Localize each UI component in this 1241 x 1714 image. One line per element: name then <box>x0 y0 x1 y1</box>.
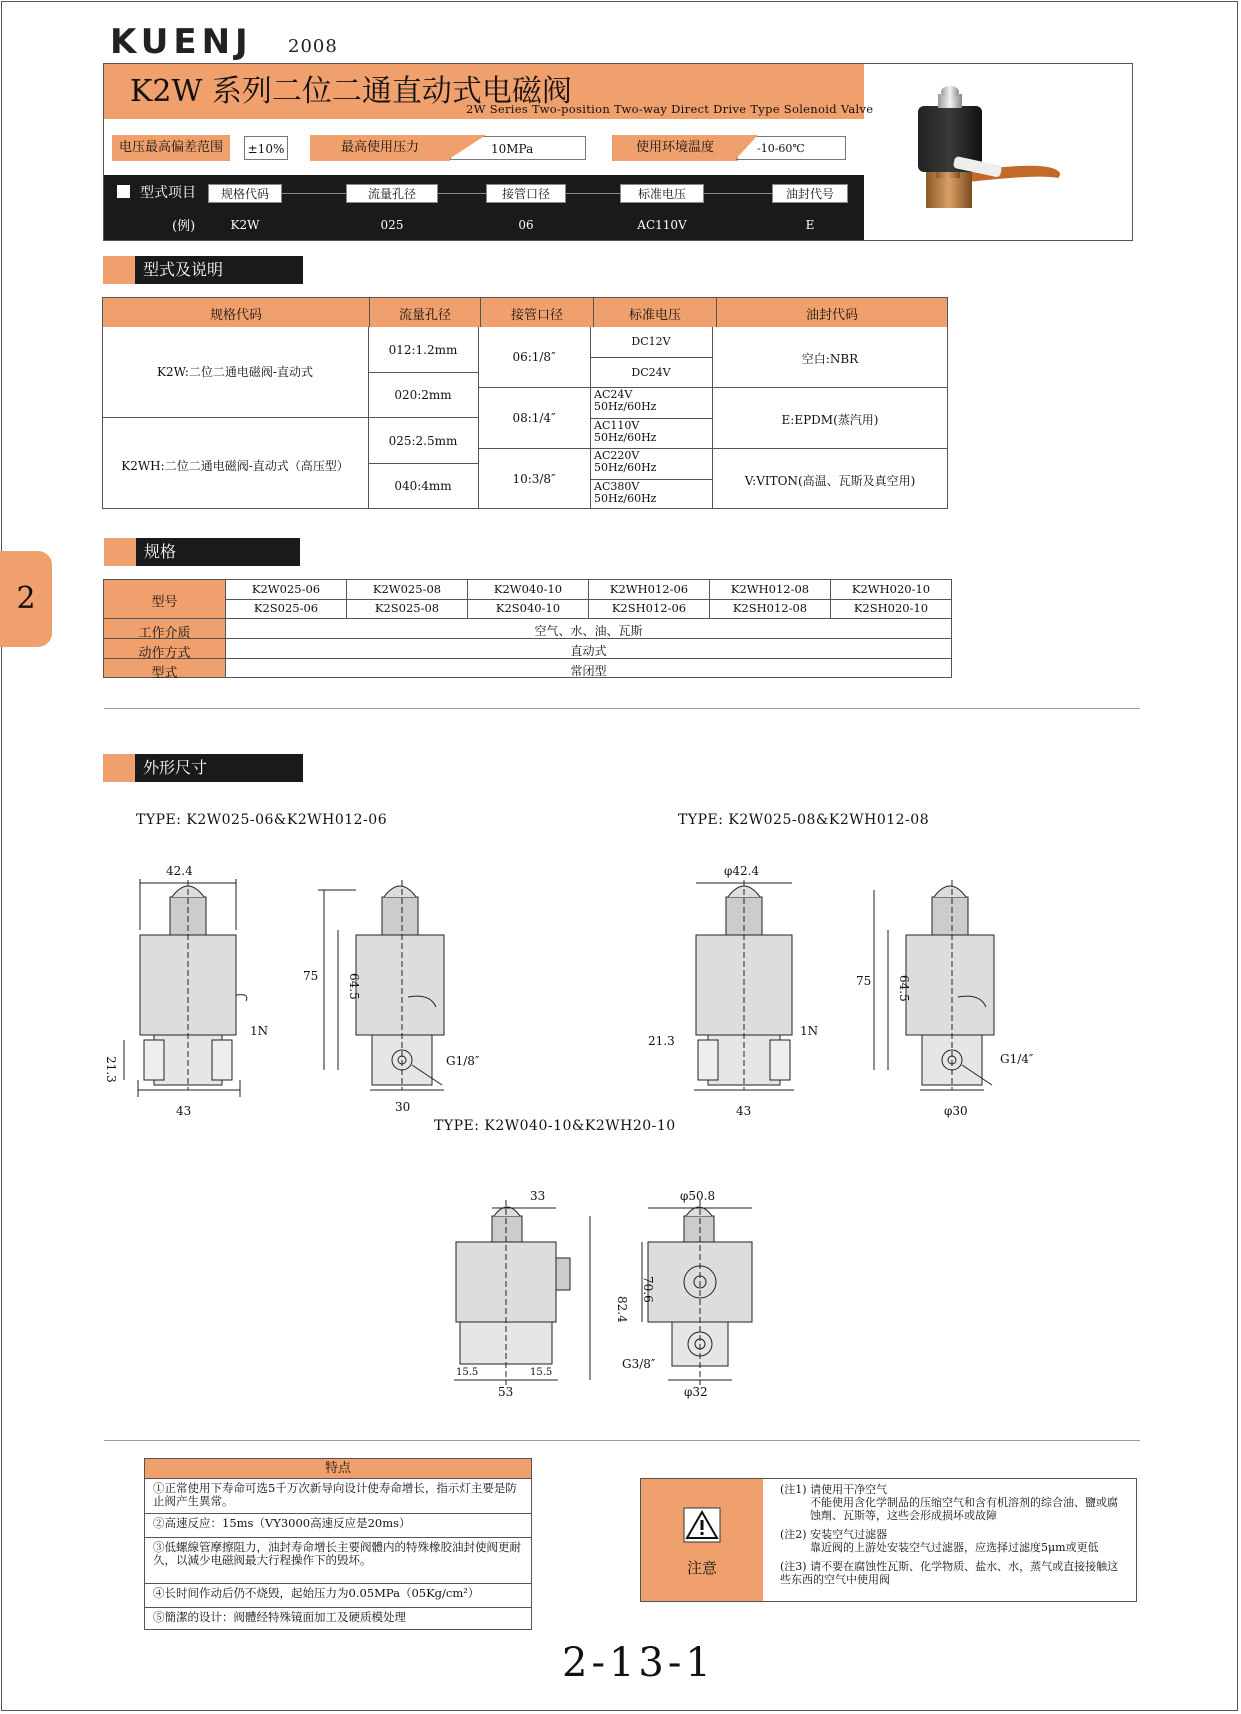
type-seal-epdm: E:EPDM(蒸汽用) <box>781 413 879 427</box>
spec-row-label: 工作介质 <box>138 626 191 641</box>
model-item-voltage: 标准电压 <box>620 184 704 203</box>
spec-voltage-label: 电压最高偏差范围 <box>112 135 230 161</box>
dim-label: 1N <box>800 1024 819 1038</box>
feature-item: ④长时间作动后仍不烧毁，起始压力为0.05MPa（05Kg/cm²） <box>145 1584 531 1608</box>
notice-panel <box>641 1479 763 1601</box>
dim-label: 21.3 <box>648 1034 675 1048</box>
notice-box <box>640 1478 1137 1602</box>
spec-row-label: 动作方式 <box>138 646 191 661</box>
type-orifice-012: 012:1.2mm <box>388 343 458 357</box>
divider <box>104 1440 1140 1441</box>
type-voltage-ac24: AC24V 50Hz/60Hz <box>594 388 657 413</box>
type-port-06: 06:1/8″ <box>512 350 556 364</box>
note-title: 安装空气过滤器 <box>810 1528 888 1541</box>
page-subtitle: 2W Series Two-position Two-way Direct Drive Type Solenoid Valve <box>466 102 874 116</box>
notice-label: 注意 <box>686 1559 717 1577</box>
brand-logo: KUENJ <box>110 22 253 62</box>
example-spec-code: K2W <box>230 218 260 232</box>
example-voltage: AC110V <box>637 218 687 232</box>
page-number: 2-13-1 <box>562 1640 715 1686</box>
spec-model-cell: K2S025-06 <box>253 601 319 615</box>
feature-item: ②高速反应：15ms（VY3000高速反应是20ms） <box>145 1514 531 1538</box>
type-table-body <box>102 327 948 509</box>
type-orifice-020: 020:2mm <box>394 388 452 402</box>
drawing-3 <box>440 1180 780 1402</box>
dim-label: 75 <box>303 969 319 983</box>
note-text: 靠近阀的上游处安装空气过滤器，应选择过滤度5μm或更低 <box>810 1541 1099 1554</box>
model-item-spec-code: 规格代码 <box>208 184 282 203</box>
product-photo <box>864 64 1132 240</box>
dim-label: 42.4 <box>166 864 193 878</box>
spec-model-cell: K2WH012-08 <box>730 582 810 596</box>
spec-pressure-label: 最高使用压力 <box>310 135 450 161</box>
dim-label: 15.5 <box>530 1367 553 1378</box>
notice-notes <box>764 1479 1136 1601</box>
chapter-tab: 2 <box>0 551 52 647</box>
type-voltage-ac380: AC380V 50Hz/60Hz <box>594 480 657 505</box>
type-header-orifice: 流量孔径 <box>370 298 481 329</box>
dim-label: 15.5 <box>456 1367 479 1378</box>
divider <box>104 708 1140 709</box>
spec-model-cell: K2WH012-06 <box>609 582 689 596</box>
spec-row-value: 直动式 <box>570 644 607 658</box>
type-voltage-ac110: AC110V 50Hz/60Hz <box>594 419 657 444</box>
type-table <box>102 297 948 329</box>
dim-label: 53 <box>498 1385 514 1399</box>
dim-label: 30 <box>395 1100 411 1114</box>
example-seal: E <box>805 218 815 232</box>
spec-model-cell: K2S025-08 <box>374 601 440 615</box>
dim-label: 64.5 <box>347 973 361 1000</box>
spec-model-cell: K2SH020-10 <box>853 601 929 615</box>
type-voltage-dc24: DC24V <box>631 366 671 379</box>
spec-table <box>103 579 952 681</box>
note-tag: (注3) <box>780 1560 807 1573</box>
checkbox-square-icon <box>117 185 130 198</box>
dim-label: φ50.8 <box>680 1189 716 1203</box>
model-item-label: 型式项目 <box>140 185 196 201</box>
model-item-seal: 油封代号 <box>772 184 848 203</box>
example-orifice: 025 <box>380 218 404 232</box>
section-spec-title: 规格 <box>136 538 300 566</box>
brand-year: 2008 <box>288 36 338 57</box>
spec-voltage-value: ±10% <box>244 136 288 160</box>
dim-label: 82.4 <box>615 1296 629 1323</box>
spec-model-cell: K2WH020-10 <box>851 582 931 596</box>
type-port-10: 10:3/8″ <box>512 472 556 486</box>
feature-item: ⑤簡潔的设计：阀體经特殊镜面加工及硬质模处理 <box>153 1610 406 1624</box>
type-header-seal: 油封代码 <box>717 298 948 329</box>
section-dims-title: 外形尺寸 <box>135 754 303 782</box>
type-port-08: 08:1/4″ <box>512 411 556 425</box>
warning-icon <box>683 1507 721 1543</box>
note-title: 请不要在腐蚀性瓦斯、化学物质、盐水、水，蒸气或直接接触这些东西的空气中使用阀 <box>780 1560 1119 1586</box>
dim-label: 1N <box>250 1024 269 1038</box>
dim-label: 64.5 <box>897 975 911 1002</box>
spec-row-label: 型式 <box>151 666 178 681</box>
spec-model-cell: K2SH012-08 <box>732 601 808 615</box>
note-title: 请使用干净空气 <box>810 1483 888 1496</box>
spec-model-cell: K2W040-10 <box>493 582 563 596</box>
dim-label: 43 <box>736 1104 752 1118</box>
dim-label: 21.3 <box>104 1056 118 1083</box>
type-model-k2wh: K2WH:二位二通电磁阀-直动式（高压型） <box>121 459 349 473</box>
type-header-voltage: 标准电压 <box>594 298 717 329</box>
section-dims-header <box>103 754 303 782</box>
spec-pressure-value: 10MPa <box>450 136 586 160</box>
drawing-type-2: TYPE: K2W025-08&K2WH012-08 <box>678 812 930 828</box>
section-type-header <box>103 256 303 284</box>
spec-model-cell: K2W025-06 <box>251 582 321 596</box>
spec-temp-label: 使用环境温度 <box>612 135 738 161</box>
spec-row-value: 空气、水、油、瓦斯 <box>534 624 643 638</box>
section-type-title: 型式及说明 <box>135 256 303 284</box>
page-title: K2W 系列二位二通直动式电磁阀 <box>130 74 572 109</box>
model-item-orifice: 流量孔径 <box>346 184 438 203</box>
note-text: 不能使用含化学制品的压缩空气和含有机溶剂的综合油、鹽或腐蚀劑、瓦斯等，这些会形成损坏或故障 <box>810 1496 1118 1522</box>
type-model-k2w: K2W:二位二通电磁阀-直动式 <box>157 365 313 379</box>
dim-label: 75 <box>856 974 872 988</box>
feature-item: ①正常使用下寿命可选5千万次新导向设计使寿命增长，指示灯主要是防止阀产生異常。 <box>145 1479 531 1514</box>
dim-label: G3/8″ <box>622 1357 656 1371</box>
type-orifice-025: 025:2.5mm <box>388 434 458 448</box>
note-tag: (注2) <box>780 1528 807 1541</box>
drawing-1 <box>104 835 488 1118</box>
type-seal-nbr: 空白:NBR <box>801 352 859 366</box>
feature-item: ③低螺線管摩擦阻力，油封寿命增长主要阀體内的特殊橡胶油封使阀更耐久，以減少电磁阀最大行程操作下的毁坏。 <box>145 1538 531 1584</box>
type-header-spec: 规格代码 <box>103 298 370 329</box>
type-header-port: 接管口径 <box>481 298 594 329</box>
dim-label: G1/4″ <box>1000 1052 1034 1066</box>
type-orifice-040: 040:4mm <box>394 479 452 493</box>
dim-label: φ32 <box>684 1385 708 1399</box>
dim-label: 33 <box>530 1189 546 1203</box>
model-item-port: 接管口径 <box>486 184 566 203</box>
dim-label: 70.6 <box>641 1276 655 1303</box>
type-voltage-ac220: AC220V 50Hz/60Hz <box>594 449 657 474</box>
dim-label: 43 <box>176 1104 192 1118</box>
spec-model-cell: K2S040-10 <box>495 601 561 615</box>
dim-label: G1/8″ <box>446 1054 480 1068</box>
drawing-2 <box>648 835 1058 1118</box>
example-label: (例) <box>172 219 196 234</box>
spec-model-cell: K2W025-08 <box>372 582 442 596</box>
spec-temp-value: -10-60℃ <box>736 136 846 160</box>
dim-label: φ42.4 <box>724 864 760 878</box>
drawing-type-1: TYPE: K2W025-06&K2WH012-06 <box>136 812 388 828</box>
note-tag: (注1) <box>780 1483 807 1496</box>
section-spec-header <box>104 538 300 566</box>
spec-row-value: 常闭型 <box>570 664 607 678</box>
spec-model-label: 型号 <box>151 595 178 610</box>
example-port: 06 <box>518 218 534 232</box>
dim-label: φ30 <box>944 1104 968 1118</box>
type-voltage-dc12: DC12V <box>631 335 671 348</box>
drawing-type-3: TYPE: K2W040-10&K2WH20-10 <box>434 1118 676 1134</box>
features-box <box>144 1458 532 1630</box>
spec-model-cell: K2SH012-06 <box>611 601 687 615</box>
type-seal-viton: V:VITON(高温、瓦斯及真空用) <box>744 474 916 488</box>
features-title: 特点 <box>145 1459 531 1479</box>
